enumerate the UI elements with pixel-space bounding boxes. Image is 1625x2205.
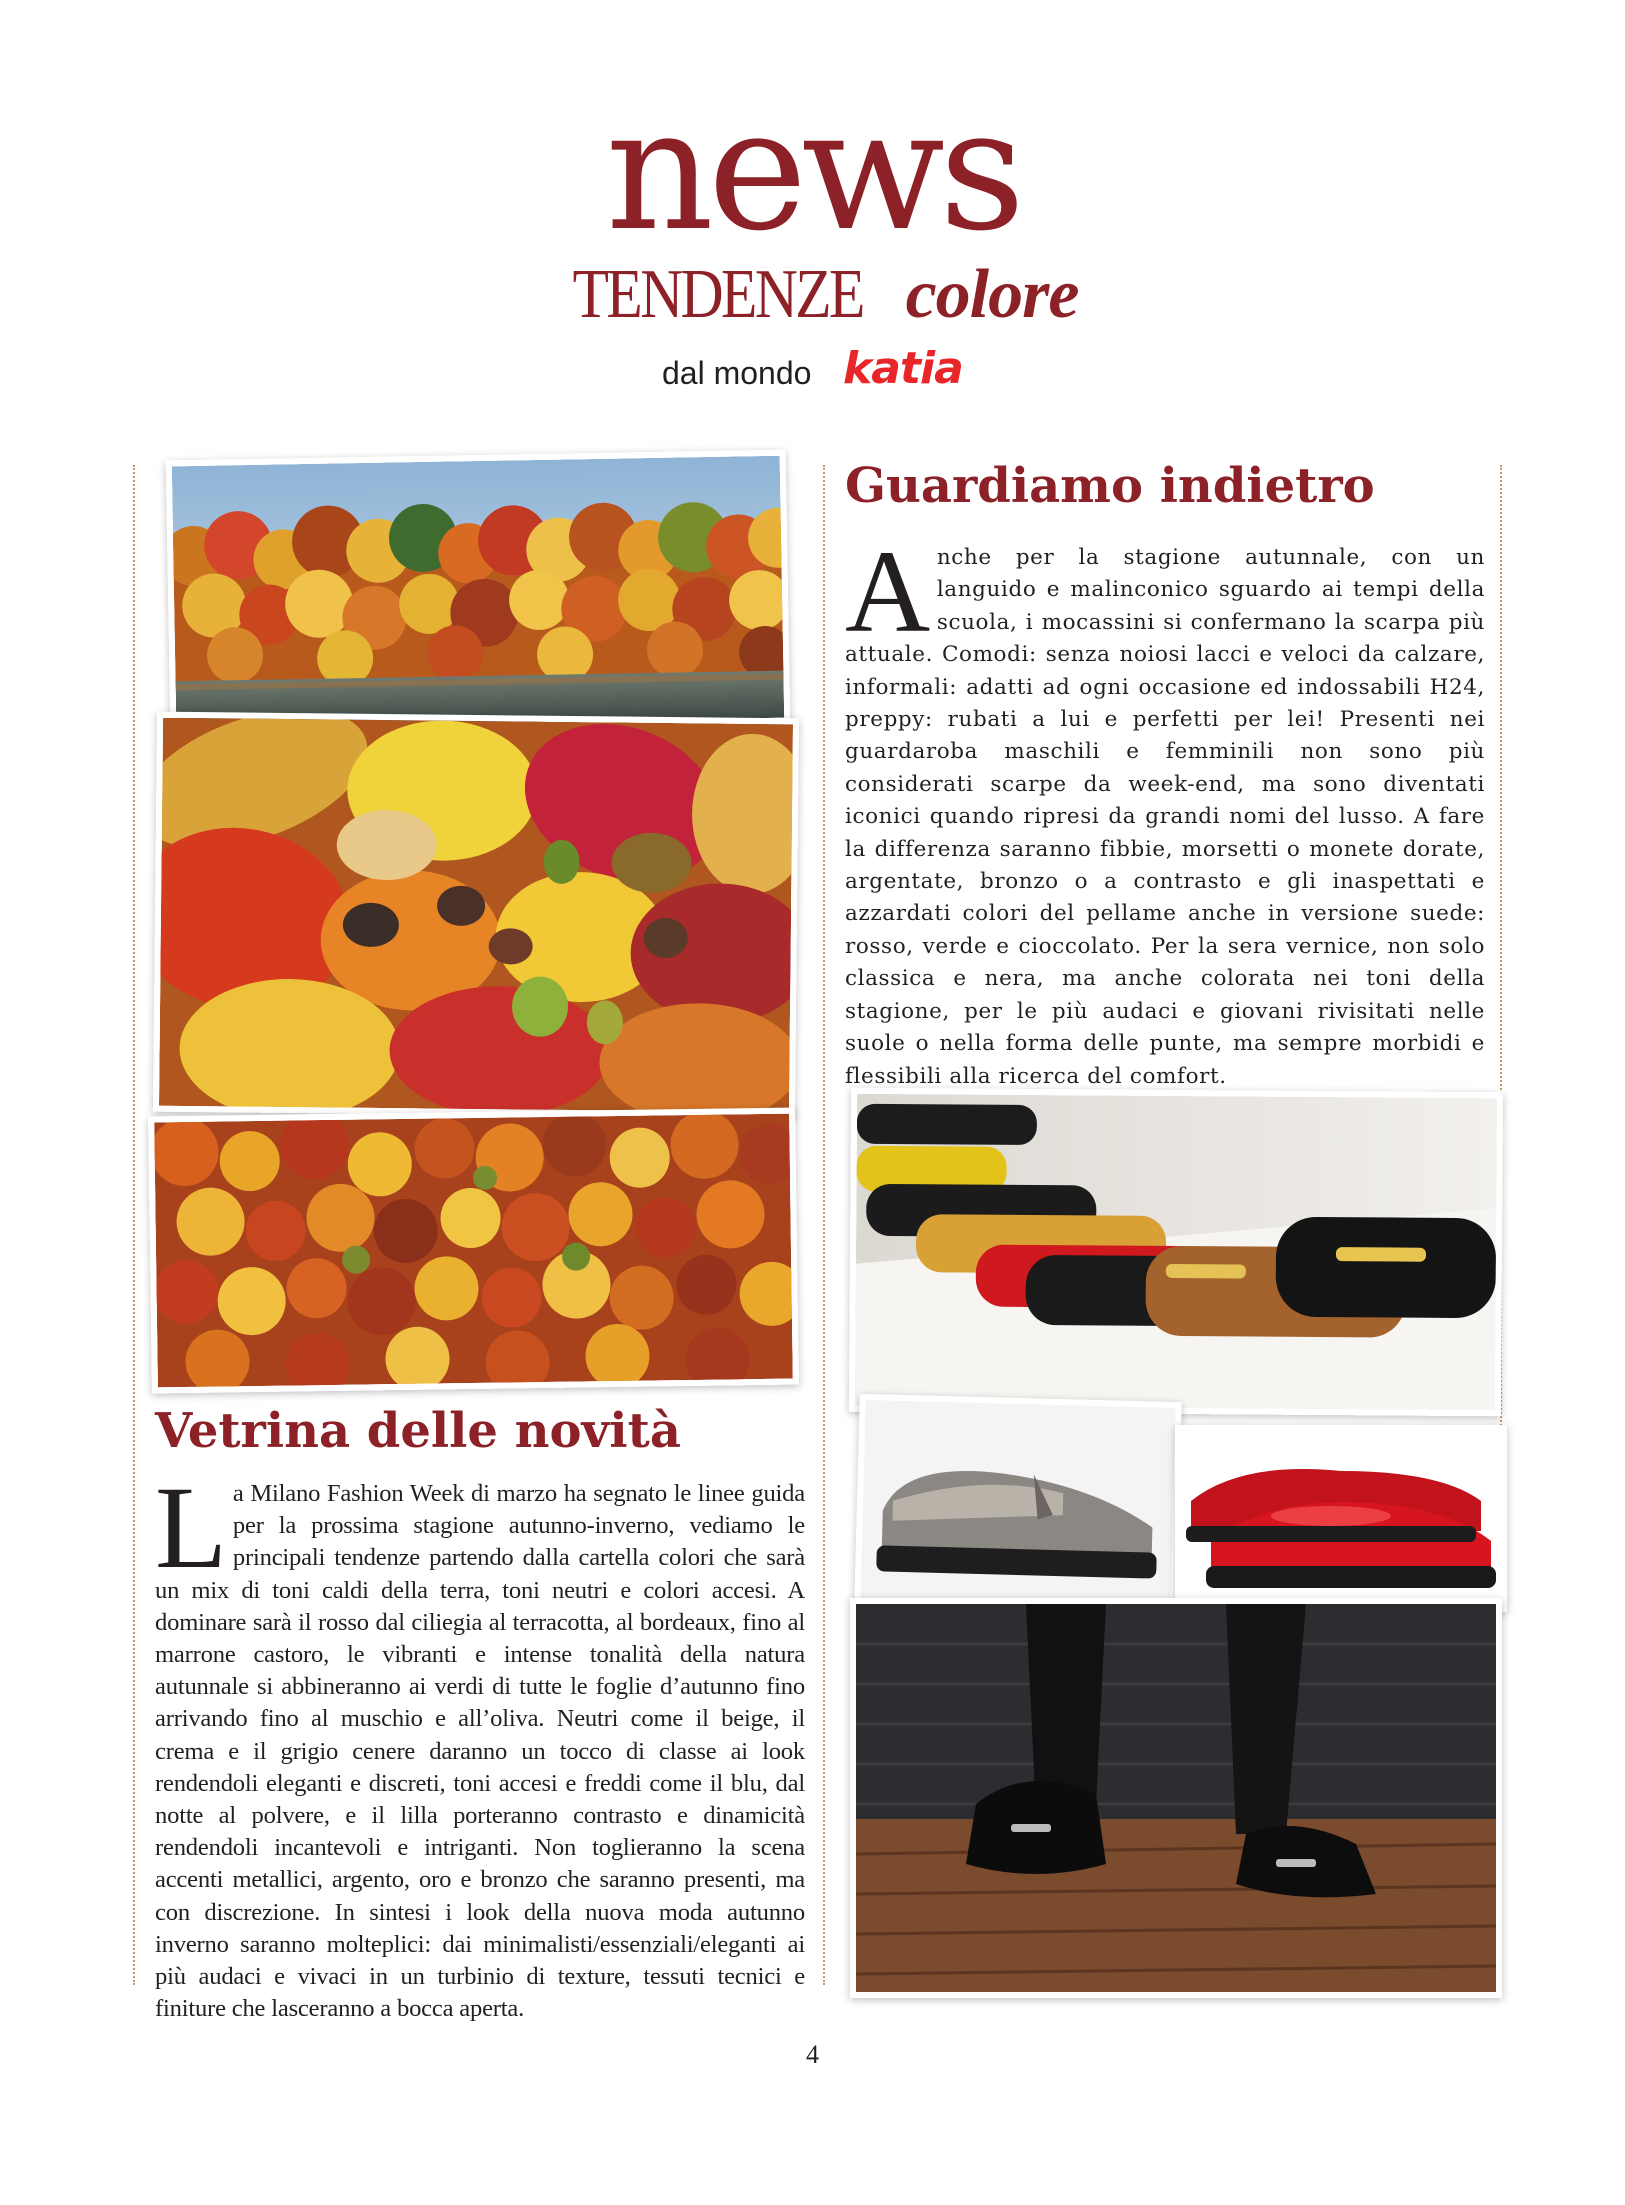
autumn-forest-photo	[166, 450, 791, 735]
loafers-shelf-photo	[849, 1088, 1503, 1417]
red-patent-loafers-photo	[1175, 1425, 1507, 1612]
left-rule	[133, 465, 135, 1985]
article-showcase	[155, 1462, 805, 2025]
metallic-loafer-photo	[854, 1394, 1181, 1614]
article-showcase-text: a Milano Fashion Week di marzo ha segnato le linee guida per la prossima stagione autunno-inverno, vediamo le principali tendenze partendo dalla cartella colori che sarà un mix di toni caldi della terra, toni neutri e colori accesi. A dominare sarà il rosso dal ciliegia al terracotta, al bordeaux, fino al marrone castoro, le vibranti e intense tonalità della natura autunnale si abbineranno ai verdi di tutte le foglie d’autunno fino arrivando fino al muschio e all’oliva. Neutri come il beige, il crema e il grigio cenere daranno un tocco di classe ai look rendendoli eleganti e discreti, toni accesi e freddi come il blu, dal notte al polvere, e il lilla porteranno contrasto e dinamicità rendendoli incantevoli e intriganti. Non toglieranno la scena accenti metallici, argento, oro e bronzo che saranno presenti, ma con discrezione. In sintesi i look della nuova moda autunno inverno saranno molteplici: dai minimalisti/essenziali/eleganti ai più audaci e vivaci in un turbinio di texture, tessuti tecnici e finiture che lasceranno a bocca aperta.	[155, 1480, 805, 2023]
article-look-back	[845, 526, 1485, 1093]
maple-leaves-photo	[148, 1107, 799, 1393]
center-rule	[823, 465, 825, 1985]
autumn-leaves-acorns-photo	[153, 712, 799, 1119]
black-loafers-feet-photo	[850, 1598, 1502, 1998]
from-label: dal mondo	[662, 355, 812, 391]
brand-logo: katia	[843, 343, 963, 394]
heading-look-back: Guardiamo indietro	[845, 458, 1375, 514]
subtitle-italic: colore	[905, 256, 1079, 333]
drop-cap: L	[155, 1462, 227, 1593]
masthead-subtitle	[0, 255, 1625, 335]
drop-cap: A	[845, 526, 931, 657]
page-number: 4	[806, 2040, 819, 2069]
article-look-back-text: nche per la stagione autunnale, con un languido e malinconico sguardo ai tempi della scuola, i mocassini si confermano la scarpa più attuale. Comodi: senza noiosi lacci e veloci da calzare, informali: adatti ad ogni occasione ed indossabili H24, preppy: rubati a lui e perfetti per lei! Presenti nei guardaroba maschili e femminili non sono più considerati scarpe da week-end, ma sono diventati iconici quando ripresi da grandi nomi del lusso. A fare la differenza saranno fibbie, morsetti o monete dorate, argentate, bronzo o a contrasto e gli inaspettati e azzardati colori del pellame anche in versione suede: rosso, verde e cioccolato. Per la sera vernice, non solo classica e nera, ma anche colorata nei toni della stagione, per le più audaci e giovani rivisitati nelle suole o nella forma delle punte, ma sempre morbidi e flessibili alla ricerca del comfort.	[845, 545, 1485, 1089]
masthead-title: news	[605, 72, 1020, 268]
subtitle-caps: TENDENZE	[572, 256, 863, 333]
heading-showcase: Vetrina delle novità	[155, 1403, 681, 1459]
